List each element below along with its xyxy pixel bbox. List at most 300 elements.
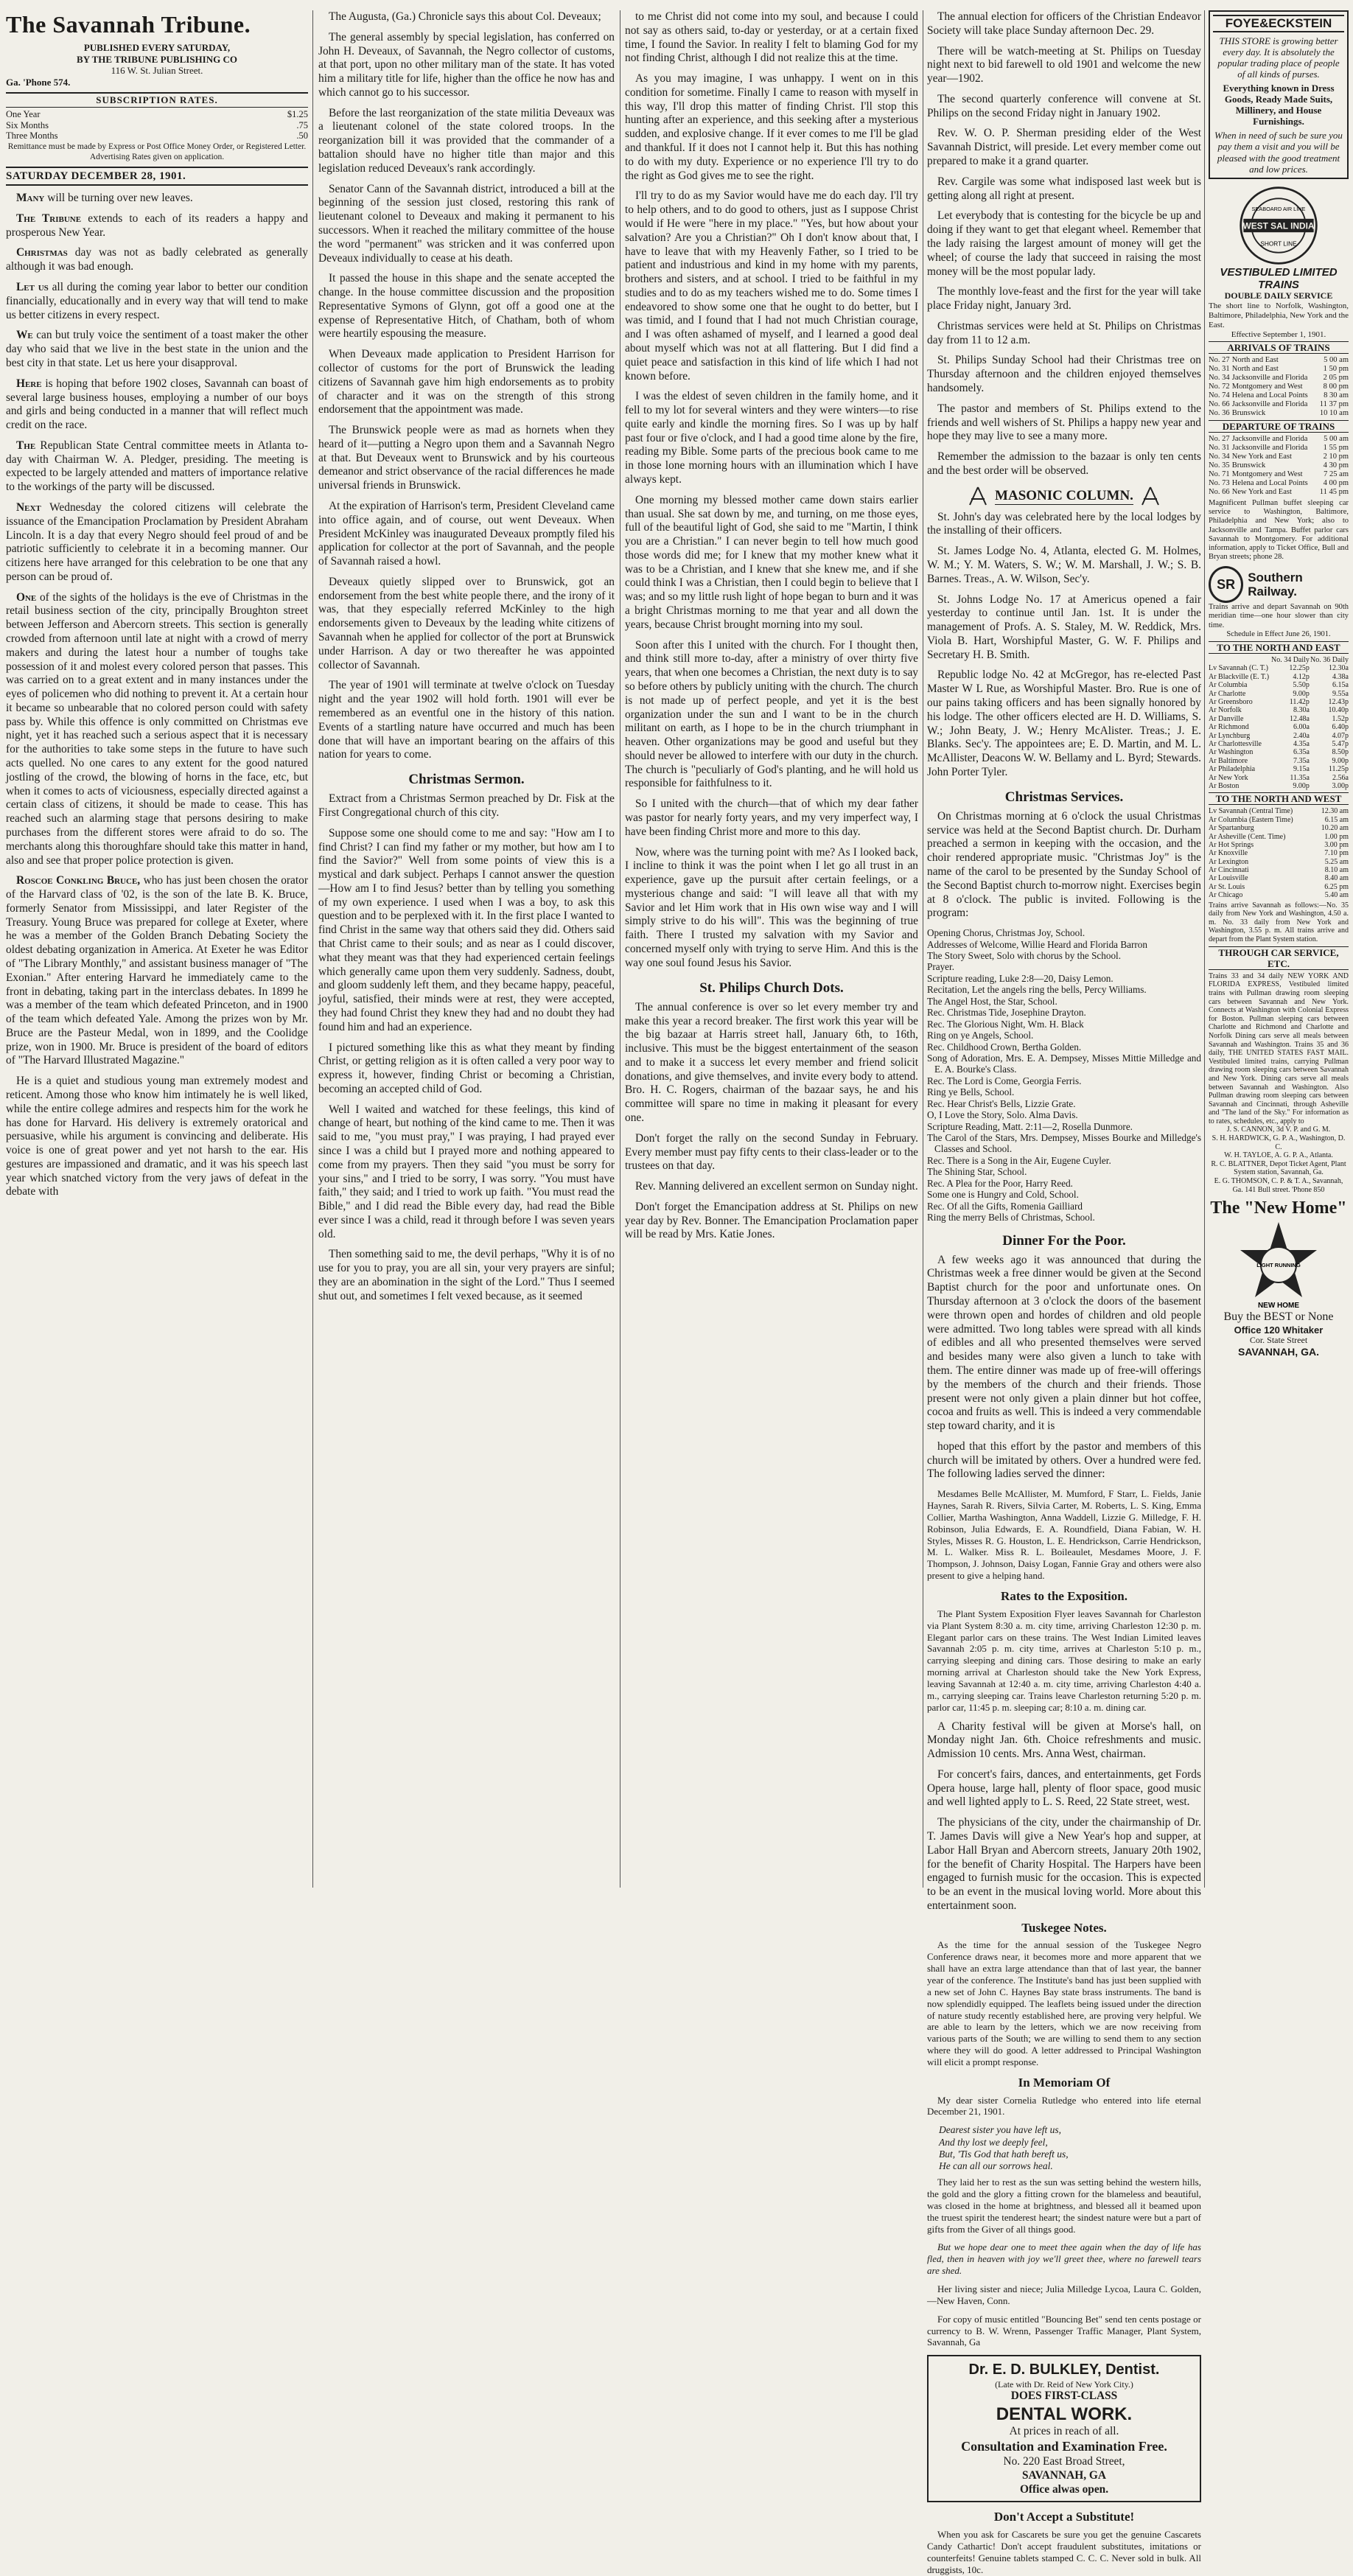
station: Ar Columbia (Eastern Time) xyxy=(1209,815,1293,824)
sermon-paragraph: I'll try to do as my Savior would have me do each day. I'll try to help others, and to do good to others, just as I suppose Christ would if He were "here in my place." "Yes, but how about your salvation? Are you a Christian?" Oh I don't know about that, I have to leave that with my Heavenly Father, so I tried to be patient and industrious and kind in my home with my parents, brothers and sisters, and at school. I tried to be faithful in my studies and to do as my teachers wished me to do. Some times I endeavored to show some one that he ought to do better, but I was timid, and I found that I had not much Christian courage, and I was often ashamed of myself, and I learned a good deal about myself which was not at all flattering. But I did find a quiet peace and satisfaction in this kind of life which I had not known before. xyxy=(625,189,918,383)
church-note-paragraph: The monthly love-feast and the first for the year will take place Friday night, January 3rd. xyxy=(927,285,1201,313)
departure-row xyxy=(1209,488,1349,497)
train-no: No. 66 xyxy=(1209,488,1230,497)
article-paragraph: Senator Cann of the Savannah district, introduced a bill at the beginning of the session just closed, restoring this rank of lieutenant colonel to Deveaux and making it permanent to his successors. When it reached the military committee of the house the word "permanent" was stricken and it was conferred upon Deveaux individually to cease at his death. xyxy=(318,182,615,265)
paragraph-lead: We xyxy=(16,329,33,342)
paragraph-lead: The Tribune xyxy=(16,212,82,225)
time-b: 10.40p xyxy=(1328,706,1349,715)
sermon-paragraph: So I united with the church—that of which my dear father was pastor for nearly forty years, and my very imperfect way, I have been finding Christ more and more to this day. xyxy=(625,797,918,838)
arrival-row xyxy=(1209,365,1349,374)
through-car-header: THROUGH CAR SERVICE, ETC. xyxy=(1209,946,1349,970)
station: Ar Philadelphia xyxy=(1209,765,1256,774)
station: Ar Lynchburg xyxy=(1209,731,1251,740)
schedule-row xyxy=(1209,664,1349,672)
editorial-paragraph: Here is hoping that before 1902 closes, Savannah can boast of several large business houses, employing a number of our boys and girls and being conducted in a manner that will reflect much credit on the race. xyxy=(6,377,308,432)
church-note-paragraph: The pastor and members of St. Philips extend to the friends and well wishers of St. Philips a happy new year and hope they may live to see a many more. xyxy=(927,402,1201,443)
train-place: North and East xyxy=(1231,356,1279,365)
article-paragraph: Before the last reorganization of the state militia Deveaux was a lieutenant colonel of the state colored troops. In the reorganization bill it was provided that the commander of a battalion should have no higher title than major and this legislation reduced Deveaux's rank accordingly. xyxy=(318,106,615,175)
agent-line: E. G. THOMSON, C. P. & T. A., Savannah, Ga. 141 Bull street. 'Phone 850 xyxy=(1214,1177,1343,1194)
church-dots-headline: St. Philips Church Dots. xyxy=(699,980,844,996)
train-no: No. 66 xyxy=(1209,400,1230,409)
train-no: No. 31 xyxy=(1209,444,1230,453)
substitute-headline: Don't Accept a Substitute! xyxy=(993,2510,1135,2524)
schedule-row xyxy=(1209,824,1349,832)
new-home-title: The "New Home" xyxy=(1210,1198,1347,1218)
time: 8.40 am xyxy=(1324,874,1349,883)
station: Ar Chicago xyxy=(1209,891,1243,900)
southern-desc: Trains arrive and depart Savannah on 90th meridian time—one hour slower than city time. xyxy=(1209,603,1349,629)
southern-name: Southern Railway. xyxy=(1248,570,1303,599)
church-note-paragraph: Christmas services were held at St. Philips on Christmas day from 11 to 12 a.m. xyxy=(927,319,1201,346)
station: Ar Richmond xyxy=(1209,723,1249,732)
masonic-header xyxy=(927,486,1201,506)
train-place: Montgomery and West xyxy=(1231,383,1303,391)
memoriam-intro: My dear sister Cornelia Rutledge who entered into life eternal December 21, 1901. xyxy=(927,2094,1201,2118)
schedule-row xyxy=(1209,690,1349,698)
north-west-table xyxy=(1209,807,1349,899)
station: Lv Savannah (Central Time) xyxy=(1209,807,1293,816)
sermon-paragraph: One morning my blessed mother came down stairs earlier than usual. She sat down by me, and turning, on me those eyes, full of the beautiful light of God, she said to me "Martin, I think you are a Christian." I can never begin to tell how much good those words did me; for I knew that my mother knew what it was to be a Christian, and I knew that she knew me, and if she could think I was a Christian, then I could begin to believe that I was; and so my little rush light of hope began to burn and it was a bright Christmas morning to me that year and all down the years, because Christ brought morning into my soul. xyxy=(625,493,918,631)
train-time: 5 00 am xyxy=(1324,356,1349,365)
new-home-star-icon xyxy=(1234,1221,1323,1309)
southern-effective: Schedule in Effect June 26, 1901. xyxy=(1226,629,1331,638)
serving-ladies: Mesdames Belle McAllister, M. Mumford, F Starr, L. Fields, Janie Haynes, Sarah R. Rivers, Silvia Carter, M. Roberts, L. S. King, Emma Collier, Martha Washington, Anna Waddell, Lizzie G. Milledge, F. H. Robinson, Julia Edwards, E. A. Roundfield, Diana Fabian, W. H. Styles, Misses R. G. Houston, L. E. Hendrickson, Carrie Hendrickson, M. L. Walker. Miss R. L. Boileaulet, Mesdames Moore, J. F. Thompson, J. Johnson, Daisy Logan, Fannie Gray and others were also present to give a helping hand. xyxy=(927,1488,1201,1582)
train-no: No. 34 xyxy=(1209,374,1230,383)
train-place: North and East xyxy=(1231,365,1279,374)
agent-line: J. S. CANNON, 3d V. P. and G. M. xyxy=(1226,1125,1331,1134)
exposition-rates-body: The Plant System Exposition Flyer leaves Savannah for Charleston via Plant System 8:30 a. m. city time, arriving Charleston 12:30 p. m. Elegant parlor cars on these trains. The West Indian Limited leaves Savannah 2:05 p. m. city time, arrives at Charleston 5:10 p. m., carrying sleeping and dining cars. Those desiring to make an early morning arrival at Charleston should take the New York Express, leaving Savannah at 12:40 a. m. city time, arriving Charleston 4:40 a. m., carrying sleeping car. Trains leave Charleston returning 5:20 p. m. parlor car, 11:45 p. m. sleeping car; 8:10 a. m. dining car. xyxy=(927,1608,1201,1713)
time-a: 5.50p xyxy=(1293,681,1310,690)
col-no34: No. 34 Daily xyxy=(1270,656,1310,665)
masonic-paragraph: St. James Lodge No. 4, Atlanta, elected G. M. Holmes, W. M.; Y. M. Waters, S. W.; W. M. Marshall, J. W.; S. B. Barnes. Treas., A. W. Wilson, Sec'y. xyxy=(927,545,1201,585)
sermon-paragraph: Soon after this I united with the church. For I thought then, and think still more to-day, after a ministry of over thirty five years, that when one becomes a Christian, the next duty is to say so before others by publicly uniting with the church. The church is not made up of perfect people, and yet it is the best organization under the sun and I want to be in the church militant on earth, as I hope to be in the church triumphant in heaven. Other organizations may be good and useful but they should never be allowed to interfere with our duty in the church. The church is "peculiarly of God's planting, and he will hold us responsible for faithfulness to it. xyxy=(625,638,918,790)
sermon-paragraph: Well I waited and watched for these feelings, this kind of change of heart, but nothing of the kind came to me. Then it was said to me, "you must pray," I was praying, I had prayed ever since I was a child but I prayed more and nothing appeared to come from my prayers. Then they said "you must be sorry for your sins," and I tried to be sorry, I was sorry. "You must have faith," they said; and I tried to work up faith. "You must read the Bible," and I did read the Bible every day, had read the Bible ever since I was a child, read it through before I was seven years old. xyxy=(318,1103,615,1240)
time-a: 6.00a xyxy=(1293,723,1310,732)
station: Ar Greensboro xyxy=(1209,697,1253,706)
station: Ar New York xyxy=(1209,773,1248,782)
article-paragraph: At the expiration of Harrison's term, President Cleveland came into office again, and of course, out went Deveaux. When President McKinley was inaugurated Deveaux promptly filed his application for collector at the port of Savannah, and the people of Savannah raised a howl. xyxy=(318,500,615,568)
station: Ar Spartanburg xyxy=(1209,824,1254,833)
agent-line: S. H. HARDWICK, G. P. A., Washington, D. C. xyxy=(1212,1134,1346,1151)
paragraph-lead: One xyxy=(16,590,37,604)
sermon-paragraph: Extract from a Christmas Sermon preached by Dr. Fisk at the First Congregational church of this city. xyxy=(318,792,615,820)
departure-row xyxy=(1209,461,1349,470)
article-paragraph: The Brunswick people were as mad as hornets when they heard of it—putting a Negro upon them and a Savannah Negro at that. But Deveaux went to Brunswick and by his courteous demeanor and strict observance of the racial differences he made universal friends in Brunswick. xyxy=(318,424,615,492)
church-note-paragraph: The second quarterly conference will convene at St. Philips on the second Friday night in January 1902. xyxy=(927,92,1201,119)
bulkley-name: Dr. E. D. BULKLEY, Dentist. xyxy=(968,2362,1160,2378)
bulkley-consult: Consultation and Examination Free. xyxy=(961,2439,1167,2454)
station: Ar Norfolk xyxy=(1209,706,1242,715)
train-no: No. 27 xyxy=(1209,435,1230,444)
schedule-row xyxy=(1209,849,1349,857)
foye-eckstein-ad xyxy=(1209,10,1349,179)
church-note-paragraph: St. Philips Sunday School had their Christmas tree on Thursday afternoon and the children enjoyed themselves handsomely. xyxy=(927,354,1201,394)
sermon-paragraph: Then something said to me, the devil perhaps, "Why it is of no use for you to pray, you are all sin, your very prayers are sinful; they are an abomination in the sight of the Lord." Thus I seemed shut out, and sometimes I felt vexed because, as it seemed xyxy=(318,1248,615,1302)
train-place: Brunswick xyxy=(1231,461,1266,470)
train-place: Jacksonville and Florida xyxy=(1231,435,1308,444)
masonic-paragraph: St. John's day was celebrated here by the local lodges by the installing of their officers. xyxy=(927,510,1201,537)
schedule-row xyxy=(1209,883,1349,891)
train-time: 1 50 pm xyxy=(1323,365,1349,374)
time-a: 9.15a xyxy=(1293,765,1310,774)
station: Ar Baltimore xyxy=(1209,756,1248,765)
train-time: 2 05 pm xyxy=(1323,374,1349,383)
bulkley-prices: At prices in reach of all. xyxy=(1009,2425,1119,2438)
editorial-paragraph: The Republican State Central committee meets in Atlanta to-day with Chairman W. A. Pledger, presiding. The meeting is expected to be largely attended and matters of importance relative to the workings of the party will be discussed. xyxy=(6,439,308,494)
editorial-paragraphs xyxy=(6,192,308,1199)
arrival-row xyxy=(1209,409,1349,418)
time-b: 9.55a xyxy=(1332,689,1349,698)
train-no: No. 27 xyxy=(1209,356,1230,365)
physicians-notice: The physicians of the city, under the chairmanship of Dr. T. James Davis will give a New Year's hop and supper, at Labor Hall Bryan and Abercorn streets, January 20th 1902, for the benefit of Charity Hospital. The Harpers have been engaged to furnish music for the occasion. This is expected to be an event in the musical loving world. More about this entertainment soon. xyxy=(927,1816,1201,1912)
program-item: Scripture Reading, Matt. 2:11—2, Rosella Dunmore. xyxy=(927,1120,1133,1132)
imprint-line: PUBLISHED EVERY SATURDAY, xyxy=(83,42,231,54)
program-item: Addresses of Welcome, Willie Heard and Florida Barron xyxy=(927,938,1147,950)
christmas-program xyxy=(927,927,1201,1223)
arrival-row xyxy=(1209,356,1349,365)
bulkley-work: DENTAL WORK. xyxy=(996,2404,1133,2425)
vestibuled-headline: VESTIBULED LIMITED TRAINS xyxy=(1220,265,1338,292)
poem-line: And thy lost we deeply feel, xyxy=(939,2136,1048,2148)
time-b: 12.43p xyxy=(1328,697,1349,706)
schedule-row xyxy=(1209,833,1349,841)
station: Ar Louisville xyxy=(1209,874,1248,883)
schedule-row xyxy=(1209,698,1349,706)
north-west-header: TO THE NORTH AND WEST xyxy=(1209,792,1349,805)
schedule-row xyxy=(1209,866,1349,874)
editorial-paragraph: Let us all during the coming year labor to better our condition financially, educationally and in every way that will tend to make us better citizens in every respect. xyxy=(6,281,308,321)
editorial-paragraph: Next Wednesday the colored citizens will celebrate the issuance of the Emancipation Proclamation by President Abraham Lincoln. It is a day that every Negro should feel proud of and be patriotic sufficiently to celebrate it in a becoming manner. Our citizens here have arranged for this celebration to be one that any person can be proud of. xyxy=(6,500,308,583)
departure-row xyxy=(1209,453,1349,461)
agent-line: R. C. BLATTNER, Depot Ticket Agent, Plant System station, Savannah, Ga. xyxy=(1211,1159,1346,1177)
paragraph-lead: Roscoe Conkling Bruce, xyxy=(16,874,141,887)
seaboard-seal-icon xyxy=(1238,185,1319,266)
schedule-row xyxy=(1209,874,1349,882)
train-place: Brunswick xyxy=(1231,409,1266,418)
paragraph-lead: Let us xyxy=(16,281,49,294)
concerts-notice: For concert's fairs, dances, and entertainments, get Fords Opera house, large hall, plenty of floor space, good music and well lighted apply to L. S. Reed, 22 State street, west. xyxy=(927,1767,1201,1809)
tuskegee-body: As the time for the annual session of the Tuskegee Negro Conference draws near, it becomes more and more apparent that we shall have an extra large attendance than that of last year, the banner year of the conference. The Institute's band has just been supplied with a new set of John C. Haynes Bay state brass instruments. The band is now splendidly equipped. The leaflets being issued under the direction of nature study recently established here, are proving very helpful. We are able to learn by the letters, which we are now receiving from various parts of the South; we are willing to send them to any section where they will do good. A letter addressed to Principal Washington will elicit a prompt response. xyxy=(927,1939,1201,2068)
column-1 xyxy=(6,10,308,1888)
memoriam-signature: Her living sister and niece; Julia Milledge Lycoa, Laura C. Golden,—New Haven, Conn. xyxy=(927,2283,1201,2306)
church-note-paragraph: Remember the admission to the bazaar is only ten cents and the best order will be observed. xyxy=(927,450,1201,477)
train-place: Jacksonville and Florida xyxy=(1231,400,1308,409)
column-rule xyxy=(1204,10,1205,1888)
train-no: No. 72 xyxy=(1209,383,1230,391)
time: 5.40 am xyxy=(1324,891,1349,900)
time-b: 8.50p xyxy=(1332,748,1349,757)
program-item: Recitation, Let the angels ring the bells, Percy Williams. xyxy=(927,984,1147,996)
dinner-headline: Dinner For the Poor. xyxy=(1002,1232,1126,1249)
time-b: 11.25p xyxy=(1328,765,1349,774)
program-item: Rec. Hear Christ's Bells, Lizzie Grate. xyxy=(927,1097,1076,1109)
program-item: Opening Chorus, Christmas Joy, School. xyxy=(927,927,1085,939)
memoriam-poem xyxy=(939,2124,1201,2172)
arrival-row xyxy=(1209,374,1349,383)
compass-square-icon xyxy=(967,486,989,506)
church-dot-paragraph: Don't forget the Emancipation address at St. Philips on new year day by Rev. Bonner. The Emancipation Proclamation paper will be read by Mrs. Katie Jones. xyxy=(625,1200,918,1241)
train-time: 4 30 pm xyxy=(1323,461,1349,470)
train-time: 8 30 am xyxy=(1324,391,1349,400)
rate-row: Six Months .75 xyxy=(6,119,308,130)
christmas-sermon-headline: Christmas Sermon. xyxy=(408,772,525,788)
subscription-rates-header: SUBSCRIPTION RATES. xyxy=(6,92,308,108)
program-item: The Carol of the Stars, Mrs. Dempsey, Misses Bourke and Milledge's Classes and School. xyxy=(927,1132,1201,1155)
sermon-paragraph: I was the eldest of seven children in the family home, and it fell to my lot for several winters and they were winters—to rise quite early and kindle the morning fires. So I was up by half past four or five o'clock, and I had a good time alone by the fire, reading my Bible. Some parts of the precious book came to me in those lone morning hours with an illumination which I have always kept. xyxy=(625,390,918,486)
church-note-paragraph: There will be watch-meeting at St. Philips on Tuesday night next to bid farewell to old 1901 and welcome the new year—1902. xyxy=(927,44,1201,85)
compass-square-icon xyxy=(1139,486,1161,506)
arrivals-table xyxy=(1209,356,1349,418)
schedule-row xyxy=(1209,723,1349,731)
christmas-services-headline: Christmas Services. xyxy=(1004,789,1124,805)
sal-footnote: Magnificent Pullman buffet sleeping car service to Washington, Baltimore, Philadelphia and New York; also to Jacksonville and Tampa. Buffet parlor cars Savannah to Montgomery. For additional information, apply to Ticket Office, Bull and Bryan streets; phone 28. xyxy=(1209,499,1349,562)
foye-goods: Everything known in Dress Goods, Ready Made Suits, Millinery, and House Furnishings. xyxy=(1223,83,1335,128)
bulkley-open: Office alwas open. xyxy=(1019,2482,1109,2496)
station: Ar Boston xyxy=(1209,781,1240,790)
station: Ar Lexington xyxy=(1209,857,1249,866)
church-dots-body xyxy=(625,1001,918,1243)
arrival-row xyxy=(1209,400,1349,409)
dinner-body: A few weeks ago it was announced that during the Christmas week a free dinner would be given at the Second Baptist church for the poor and unfortunate ones. On Thursday afternoon at 3 o'clock the doors of the basement were thrown open and hordes of children and old people were admitted. Two long tables were spread with all kinds of edibles and all who presented themselves were served and besides many were also given a lunch to take with them. The entire dinner was made up of free-will offerings by the members of the church and their friends. Those present were not only given a plain dinner but hot coffee, cocoa and fruits as well. This is indeed a very commendable step toward charity, and it is xyxy=(927,1253,1201,1433)
north-east-table xyxy=(1209,656,1349,790)
schedule-row xyxy=(1209,841,1349,849)
station: Ar Hot Springs xyxy=(1209,840,1254,849)
time-a: 9.00p xyxy=(1293,781,1310,790)
editorial-paragraph: Many will be turning over new leaves. xyxy=(16,192,193,205)
seal-bottom-text: SHORT LINE xyxy=(1260,240,1297,248)
sal-effective: Effective September 1, 1901. xyxy=(1231,329,1326,339)
train-time: 2 10 pm xyxy=(1323,453,1349,461)
time-b: 6.40p xyxy=(1332,723,1349,732)
arrival-row xyxy=(1209,383,1349,391)
memoriam-headline: In Memoriam Of xyxy=(1018,2075,1111,2090)
train-time: 4 00 pm xyxy=(1323,479,1349,488)
masonic-headline: MASONIC COLUMN. xyxy=(995,487,1133,505)
double-daily-service: DOUBLE DAILY SERVICE xyxy=(1224,290,1333,301)
christmas-services-body: On Christmas morning at 6 o'clock the usual Christmas service was held at the Second Baptist church. Dr. Durham preached a sermon in keeping with the occasion, and the choir rendered appropriate music. "Christmas Joy" is the name of the carol to be presented by the Sunday School of the Second Baptist church to-morrow night. Exercises begin at 8 o'clock. The public is invited. Following is the program: xyxy=(927,809,1201,920)
paragraph-lead: Many xyxy=(16,192,45,205)
departure-row xyxy=(1209,479,1349,488)
station: Ar Charlotte xyxy=(1209,689,1246,698)
masonic-paragraph: St. Johns Lodge No. 17 at Americus opened a fair yesterday to continue until Jan. 1st. It is under the management of Profs. A. S. Staley, M. W. Reddick, Mrs. Viola B. Hart, Worshipful Master, G. W. F. Philips and Secretary H. B. Smith. xyxy=(927,593,1201,661)
poem-line: But, 'Tis God that hath bereft us, xyxy=(939,2148,1069,2160)
program-item: Ring ye Bells, School. xyxy=(927,1086,1015,1098)
substitute-body: When you ask for Cascarets be sure you get the genuine Cascarets Candy Cathartic! Don't accept fraudulent substitutes, imitations or counterfeits! Genuine tablets stamped C. C. C. Never sold in bulk. All druggists, 10c. xyxy=(927,2529,1201,2575)
station-col xyxy=(1209,656,1270,664)
memoriam-poem-2: But we hope dear one to meet thee again when the day of life has fled, then in heaven with joy we'll greet thee, where no farewell tears are shed. xyxy=(927,2241,1201,2277)
sal-desc: The short line to Norfolk, Washington, Baltimore, Philadelphia, New York and the East. xyxy=(1209,301,1349,329)
schedule-row xyxy=(1209,748,1349,756)
time-a: 4.12p xyxy=(1293,672,1310,681)
schedule-row xyxy=(1209,706,1349,714)
sermon-paragraph: As you may imagine, I was unhappy. I went on in this condition for sometime. Finally I came to reason with myself in this way, I'll drop this matter of finding Christ. I'll stop this hunting after an experience, and this seeking after a mysterious sudden, and explosive change. If it ever comes to me I'll be glad and thankful. If it does not I cannot help it. But this has nothing to do with my duty. Experience or no experience I'll try to do the right as God gives me to see the right. xyxy=(625,72,918,182)
departure-row xyxy=(1209,435,1349,444)
subscription-rates xyxy=(6,109,308,141)
station: Ar Cincinnati xyxy=(1209,866,1249,875)
masthead-title: The Savannah Tribune. xyxy=(6,11,251,38)
time: 8.10 am xyxy=(1324,866,1349,875)
program-item: Song of Adoration, Mrs. E. A. Dempsey, Misses Mittie Milledge and E. A. Bourke's Class. xyxy=(927,1052,1201,1075)
charity-festival: A Charity festival will be given at Morse's hall, on Monday night Jan. 6th. Choice refreshments and music. Admission 10 cents. Mrs. Anna West, chairman. xyxy=(927,1720,1201,1761)
north-east-header: TO THE NORTH AND EAST xyxy=(1209,641,1349,654)
schedule-row xyxy=(1209,673,1349,681)
train-place: New York and East xyxy=(1231,453,1292,461)
program-item: The Angel Host, the Star, School. xyxy=(927,995,1057,1007)
sr-logo: SR xyxy=(1209,566,1243,603)
agent-line: W. H. TAYLOE, A. G. P. A., Atlanta. xyxy=(1224,1151,1333,1160)
southern-railway-ad xyxy=(1209,566,1349,1194)
foye-slogan: THIS STORE is growing better every day. It is absolutely the popular trading place of people of all kinds of purses. xyxy=(1217,35,1340,80)
program-item: Ring the merry Bells of Christmas, School. xyxy=(927,1212,1095,1224)
time-a: 11.42p xyxy=(1289,697,1310,706)
station: Ar Washington xyxy=(1209,748,1254,757)
article-paragraph: The general assembly by special legislation, has conferred on John H. Deveaux, of Savannah, the Negro collector of customs, at that port, upon no other military man of the state. It has voted him a military title for life, higher than the office he now has and which cannot go to his successor. xyxy=(318,30,615,99)
paragraph-lead: Christmas xyxy=(16,246,68,259)
schedule-row xyxy=(1209,732,1349,740)
time-b: 1.52p xyxy=(1332,714,1349,723)
church-note-paragraph: The annual election for officers of the Christian Endeavor Society will take place Sunday afternoon Dec. 29. xyxy=(927,10,1201,37)
foye-close: When in need of such be sure you pay them a visit and you will be pleased with the good treatment and low prices. xyxy=(1214,130,1343,175)
program-item: Some one is Hungry and Cold, School. xyxy=(927,1189,1079,1201)
tuskegee-headline: Tuskegee Notes. xyxy=(1021,1920,1107,1935)
time-a: 11.35a xyxy=(1290,773,1310,782)
church-note-paragraph: Let everybody that is contesting for the bicycle be up and doing if they want to get that elegant wheel. Remember that the lady raising the largest amount of money will get the wheel; of course the lady that succeed in raising the most money will be the most popular lady. xyxy=(927,209,1201,278)
program-item: Rec. The Glorious Night, Wm. H. Black xyxy=(927,1018,1084,1030)
city-line: SAVANNAH, GA. xyxy=(1238,1345,1319,1358)
train-time: 7 25 am xyxy=(1324,470,1349,479)
church-dot-paragraph: Rev. Manning delivered an excellent sermon on Sunday night. xyxy=(635,1180,918,1193)
editorial-paragraph: We can but truly voice the sentiment of a toast maker the other day who said that we live in the best state in the union and the best city in that state. Let us here your disapproval. xyxy=(6,329,308,369)
bulkley-does: DOES FIRST-CLASS xyxy=(1010,2390,1118,2403)
rate-row: One Year $1.25 xyxy=(6,109,308,120)
program-item: Rec. Christmas Tide, Josephine Drayton. xyxy=(927,1007,1086,1019)
station: Ar St. Louis xyxy=(1209,882,1245,891)
schedule-row xyxy=(1209,807,1349,815)
church-note-paragraph: Rev. W. O. P. Sherman presiding elder of the West Savannah District, will preside. Let every member come out prepared to make it a grand quarter. xyxy=(927,127,1201,168)
train-place: Helena and Local Points xyxy=(1231,391,1308,400)
program-item: O, I Love the Story, Solo. Alma Davis. xyxy=(927,1109,1078,1121)
star-ring-text: NEW HOME xyxy=(1257,1302,1300,1310)
column-4 xyxy=(927,10,1201,2575)
program-item: Rec. A Plea for the Poor, Harry Reed. xyxy=(927,1177,1073,1189)
seaboard-air-line-ad xyxy=(1209,185,1349,562)
train-time: 11 37 pm xyxy=(1319,400,1349,409)
time-a: 12.48a xyxy=(1289,714,1310,723)
bouncing-bet-notice: For copy of music entitled "Bouncing Bet" send ten cents postage or currency to B. W. Wrenn, Passenger Traffic Manager, Plant System, Savannah, Ga xyxy=(927,2313,1201,2348)
time-a: 12.25p xyxy=(1289,664,1310,673)
train-time: 1 55 pm xyxy=(1323,444,1349,453)
paragraph-lead: The xyxy=(16,439,36,452)
time: 3.00 pm xyxy=(1324,840,1349,849)
imprint-line: BY THE TRIBUNE PUBLISHING CO xyxy=(77,53,237,65)
issue-date: SATURDAY DECEMBER 28, 1901. xyxy=(6,167,308,186)
time-b: 4.07p xyxy=(1332,731,1349,740)
station: Ar Knoxville xyxy=(1209,849,1248,858)
foye-name: FOYE&ECKSTEIN xyxy=(1213,15,1344,32)
bulkley-dentist-ad xyxy=(927,2355,1201,2502)
train-place: Jacksonville and Florida xyxy=(1231,444,1308,453)
departures-table xyxy=(1209,435,1349,497)
masonic-paragraph: Republic lodge No. 42 at McGregor, has re-elected Past Master W L Rue, as Worshipful Master. Bro. Rue is one of our pains taking officers and has been signally honored by his lodge. The other officers elected are H. D. Williams, S. W.; John Beaty, J. W.; Henry McAlister. Treas.; J. E. Blanks. Sec'y. The appointees are; E. D. Martin, and M. L. McAllister, Deacons W. W. Bellamy and L. Byrd; Stewards. John Porter Tyler. xyxy=(927,669,1201,778)
article-paragraph: Deveaux quietly slipped over to Brunswick, got an endorsement from the best white people there, and the irony of it was, that they especially referred McKinley to the high endorsements given to Deveaux by the leading white citizens of Savannah when he applied for collector of the port at Brunswick under Harrison. A day or two thereafter he was appointed collector of Savannah. xyxy=(318,575,615,671)
sermon-paragraph: Now, where was the turning point with me? As I looked back, I incline to think it was the point when I let go all trust in an experience, gave up the pursuit after certain feelings, or a mysterious change and said: "I will leave all that with my Savior and let Him work that in His own wise way and I will simply strive to do his will". This was the beginning of true faith. There I trusted my salvation with my Savior and concerned myself only with trying to serve Him. And this is the way one soul found Jesus his Savior. xyxy=(625,845,918,969)
train-no: No. 74 xyxy=(1209,391,1230,400)
time-a: 6.35a xyxy=(1293,748,1310,757)
southern-header xyxy=(1209,566,1349,603)
program-item: Rec. Childhood Crown, Bertha Golden. xyxy=(927,1041,1082,1053)
office-line: Office 120 Whitaker xyxy=(1234,1324,1324,1336)
time-a: 9.00p xyxy=(1293,689,1310,698)
schedule-row xyxy=(1209,765,1349,773)
time-b: 5.47p xyxy=(1332,739,1349,748)
time: 1.00 pm xyxy=(1324,832,1349,841)
time-a: 4.35a xyxy=(1293,739,1310,748)
imprint-line: 116 W. St. Julian Street. xyxy=(111,65,203,77)
poem-line: Dearest sister you have left us, xyxy=(939,2124,1061,2136)
bulkley-city: SAVANNAH, GA xyxy=(1021,2468,1107,2482)
bulkley-address: No. 220 East Broad Street, xyxy=(1003,2455,1125,2468)
time: 6.25 pm xyxy=(1324,882,1349,891)
masonic-body xyxy=(927,511,1201,780)
train-time: 10 10 am xyxy=(1319,409,1349,418)
col-no36: No. 36 Daily xyxy=(1310,656,1349,665)
schedule-row xyxy=(1209,891,1349,899)
deveaux-article xyxy=(318,10,615,762)
time-b: 3.00p xyxy=(1332,781,1349,790)
train-place: Montgomery and West xyxy=(1231,470,1303,479)
church-dot-paragraph: The annual conference is over so let every member try and make this year a record breaker. The first work this year will be the big bazaar at Harris street hall, January 6th, to 16th, inclusive. This must be the biggest entertainment of the season and to make it a success let every member and friend solicit donations, and give themselves, and invite every body to attend. Bro. H. C. Rogers, chairman of the bazaar says, he and his committee will spare no time in making it pleasant for every one. xyxy=(625,1000,918,1124)
time-b: 2.56a xyxy=(1332,773,1349,782)
time-a: 7.35a xyxy=(1293,756,1310,765)
church-dot-paragraph: Don't forget the rally on the second Sunday in February. Every member must pay fifty cents to their class-leader or to the trustees on that day. xyxy=(625,1131,918,1173)
table-header-row xyxy=(1209,656,1349,664)
imprint-line: Ga. 'Phone 574. xyxy=(6,76,71,88)
schedule-row xyxy=(1209,757,1349,765)
station: Ar Asheville (Cent. Time) xyxy=(1209,832,1286,841)
through-car-text: Trains 33 and 34 daily NEW YORK AND FLORIDA EXPRESS, Vestibuled limited trains with Pullman drawing room sleeping cars between Savannah and New York. Connects at Washington with Colonial Express for Boston. Pullman sleeping cars between Charlotte and Richmond and Charlotte and Norfolk Dining cars serve all meals between Savannah and Washington. Trains 35 and 36 daily, THE UNITED STATES FAST MAIL. Vestibuled limited trains, carrying Pullman drawing room sleeping cars between Savannah and New York. Dining cars serve all meals between Savannah and Washington. Also Pullman drawing room sleeping cars between Savannah and Cincinnati, through Asheville and "The land of the Sky." For information as to rates, schedules, etc., apply to xyxy=(1209,971,1349,1125)
seal-ring-text: SEABOARD AIR LINE xyxy=(1251,205,1306,212)
time-b: 4.38a xyxy=(1332,672,1349,681)
arrivals-header: ARRIVALS OF TRAINS xyxy=(1209,341,1349,354)
arrival-row xyxy=(1209,391,1349,400)
program-item: Ring on ye Angels, School. xyxy=(927,1030,1034,1041)
buy-best: Buy the BEST or None xyxy=(1223,1310,1334,1324)
editorial-paragraph: Christmas day was not as badly celebrated as generally although it was bad enough. xyxy=(6,246,308,273)
rates-note: Remittance must be made by Express or Post Office Money Order, or Registered Letter. Advertising Rates given on application. xyxy=(7,142,307,161)
column-2 xyxy=(318,10,615,1888)
column-3 xyxy=(625,10,918,1888)
sermon-paragraph: Suppose some one should come to me and say: "How am I to find Christ? I can find my father or my mother, but how am I to find the Savior?" Well from some points of view this is a mystical and dark subject. Perhaps I cannot answer the question—How am I to find Jesus? better than by telling you something of my own experience. I used when I was a boy, to ask this question and to be perplexed with it. In the first place I wanted to find Christ in the same way that others said they did. Others said that Christ came to their souls; and as near as I could discover, what they meant was that they had experienced certain feelings which generally came upon them very suddenly. Sadness, doubt, and gloom suddenly left them, and they became happy, peaceful, joyful, satisfied, their minds were at rest, they were accepted, they had found Christ they knew they had and no doubt they had found him and had an experience. xyxy=(318,826,615,1033)
seal-text: WEST SAL INDIA xyxy=(1242,220,1315,231)
time-b: 6.15a xyxy=(1332,681,1349,690)
church-note-paragraph: Rev. Cargile was some what indisposed last week but is getting along all right at present. xyxy=(927,175,1201,202)
paragraph-lead: Next xyxy=(16,500,41,514)
editorial-paragraph: Roscoe Conkling Bruce, who has just been chosen the orator of the Harvard class of '02, is the son of the late B. K. Bruce, formerly Senator from Mississippi, and later Register of the Treasury. Young Bruce was prepared for college at Exeter, where he was a member of the Golden Branch Debating Society the oldest debating organization in America. At Exeter he was Editor of "The Library Monthly," and assistant business manager of "The Exonian." After entering Harvard he immediately came to the front in debating, taking part in the interclass debates. In 1899 he was a member of the team which defeated Princeton, and in 1900 of the team which defeated Yale. Among the prizes won by Mr. Bruce are the Pasteur Medal, won in 1899, and the Coolidge prize, won in 1900. Mr. Bruce is president of the board of editors of "The Harvard Illustrated Magazine." xyxy=(6,874,308,1067)
new-home-ad xyxy=(1209,1198,1349,1358)
exposition-rates-headline: Rates to the Exposition. xyxy=(1001,1589,1128,1604)
program-item: Rec. The Lord is Come, Georgia Ferris. xyxy=(927,1075,1082,1086)
article-paragraph: The Augusta, (Ga.) Chronicle says this about Col. Deveaux; xyxy=(329,10,601,23)
train-time: 11 45 pm xyxy=(1319,488,1349,497)
bulkley-late: (Late with Dr. Reid of New York City.) xyxy=(995,2378,1133,2390)
train-no: No. 36 xyxy=(1209,409,1230,418)
editorial-paragraph: One of the sights of the holidays is the eve of Christmas in the retail business section of the city, principally Broughton street between Jefferson and Abercorn streets. This section is generally crowded from afternoon until late at night with a crowd of merry makers and during the latest hour a number of toughs take possession of it and molest every colored person that passes. This was carried on to a great extent and in many instances under the eyes of policemen who did nothing to prevent it. At a certain hour it became so unbearable that no colored person could with safety pass by. While this offence is only committed on Christmas eve night, yet it has reached such a serious aspect that it is necessary for the authorities to take some steps in the future to have such acts quelled. No one cares to any extent for the good natured jostling of the crowd, the blowing of horns in the face, etc, but when it comes to acts of viciousness, especially directed against a certain class of citizens, it should be made to cease. This has reached such an alarming stage that persons desiring to make purchases from the different stores were afraid to do so. The merchants along this thoroughfare should take this matter in hand, also and see that proper police protection is given. xyxy=(6,590,308,867)
program-item: Scripture reading, Luke 2:8—20, Daisy Lemon. xyxy=(927,972,1113,984)
christmas-sermon-body xyxy=(318,792,615,1303)
time: 12.30 am xyxy=(1321,807,1349,816)
editorial-paragraph: He is a quiet and studious young man extremely modest and reticent. Among those who know him intimately he is well liked, while the entire college admires and respects him for the work he has done for Harvard. His delivery is extremely oratorical and persuasive, while his argument is convincing and deliberate. His voice is one of great power and yet not harsh to the ear. His gestures are impassioned and dramatic, and it was his speech last year which snatched victory from the very jaws of defeat in the debate with xyxy=(6,1075,308,1198)
train-place: Helena and Local Points xyxy=(1231,479,1308,488)
